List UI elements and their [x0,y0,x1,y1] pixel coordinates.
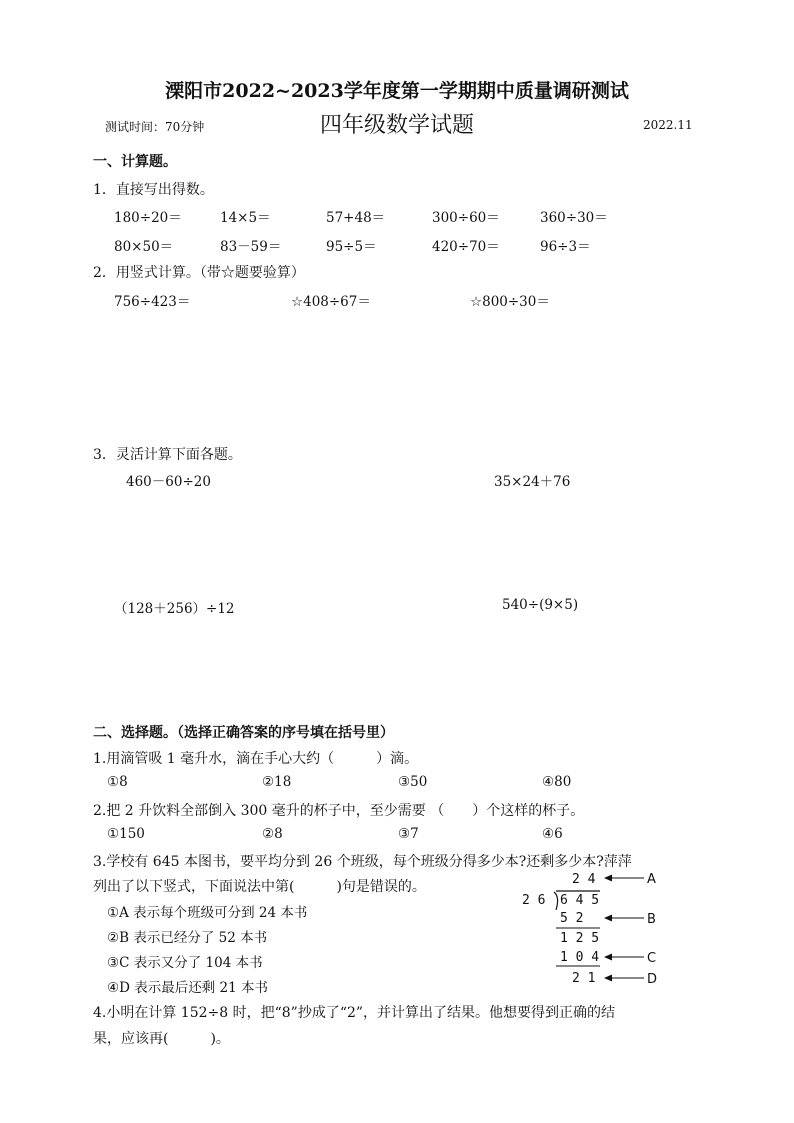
q3-label: 3．灵活计算下面各题。 [93,447,242,463]
choice-option: ③7 [398,826,419,842]
section2-heading: 二、选择题。（选择正确答案的序号填在括号里） [93,725,394,741]
calc-item: 180÷20＝ [114,210,182,226]
division-bracket [554,892,558,910]
choice-q2-stem: 2.把 2 升饮料全部倒入 300 毫升的杯子中，至少需要 （ ）个这样的杯子。 [93,803,585,819]
calc-item: 96÷3＝ [540,239,591,255]
flexible-calc-item: （128＋256）÷12 [114,601,235,617]
division-step2: 1 2 5 [560,931,600,946]
choice-q4-stem-line2: 果，应该再( )。 [93,1031,230,1047]
choice-option: ④80 [542,774,572,790]
flexible-calc-item: 35×24＋76 [494,474,571,490]
choice-option: ③C 表示又分了 104 本书 [107,955,263,971]
choice-q4-stem-line1: 4.小明在计算 152÷8 时，把“8”抄成了“2”，并计算出了结果。他想要得到正确的结 [93,1005,616,1021]
choice-option: ②18 [262,774,292,790]
vertical-calc-item: ☆408÷67＝ [291,294,371,310]
arrow-d [604,975,644,982]
label-b: B [647,912,656,927]
flexible-calc-item: 540÷(9×5) [502,597,579,613]
section1-heading: 一、计算题。 [93,154,177,170]
exam-subtitle: 四年级数学试题 [319,113,474,138]
label-d: D [647,972,658,987]
calc-item: 14×5＝ [220,210,271,226]
division-quotient: 2 4 [572,872,596,887]
division-step3: 1 0 4 [560,950,600,965]
q1-label: 1．直接写出得数。 [93,182,214,198]
choice-option: ③50 [398,774,428,790]
choice-option: ②8 [262,826,283,842]
arrow-b [604,915,644,922]
flexible-calc-item: 460－60÷20 [126,474,211,490]
label-c: C [647,951,657,966]
vertical-calc-item: ☆800÷30＝ [470,294,550,310]
choice-q3-stem-line2: 列出了以下竖式，下面说法中第( )句是错误的。 [93,879,426,895]
calc-item: 300÷60＝ [432,210,500,226]
calc-item: 360÷30＝ [540,210,608,226]
arrow-c [604,954,644,961]
long-division-diagram [516,866,666,991]
calc-item: 420÷70＝ [432,239,500,255]
q2-label: 2．用竖式计算。（带☆题要验算） [93,265,305,281]
exam-date: 2022.11 [643,118,693,132]
choice-option: ①A 表示每个班级可分到 24 本书 [107,905,308,921]
choice-option: ④6 [542,826,563,842]
exam-title: 溧阳市2022~2023学年度第一学期期中质量调研测试 [165,80,629,102]
choice-option: ①8 [107,774,128,790]
calc-item: 83－59＝ [220,239,282,255]
division-remainder: 2 1 [572,971,596,986]
calc-item: 95÷5＝ [326,239,377,255]
choice-option: ①150 [107,826,145,842]
division-divisor: 2 6 [522,893,546,908]
exam-time: 测试时间：70分钟 [105,120,205,134]
division-step1: 5 2 [560,911,584,926]
calc-item: 80×50＝ [114,239,174,255]
choice-q3-stem-line1: 3.学校有 645 本图书，要平均分到 26 个班级，每个班级分得多少本?还剩多少本?萍萍 [93,854,632,870]
calc-item: 57+48＝ [326,210,386,226]
label-a: A [647,872,656,887]
arrow-a [604,875,644,882]
division-dividend: 6 4 5 [560,893,600,908]
choice-q1-stem: 1.用滴管吸 1 毫升水，滴在手心大约（ ）滴。 [93,751,419,767]
choice-option: ②B 表示已经分了 52 本书 [107,930,268,946]
choice-option: ④D 表示最后还剩 21 本书 [107,980,268,996]
vertical-calc-item: 756÷423＝ [114,294,191,310]
